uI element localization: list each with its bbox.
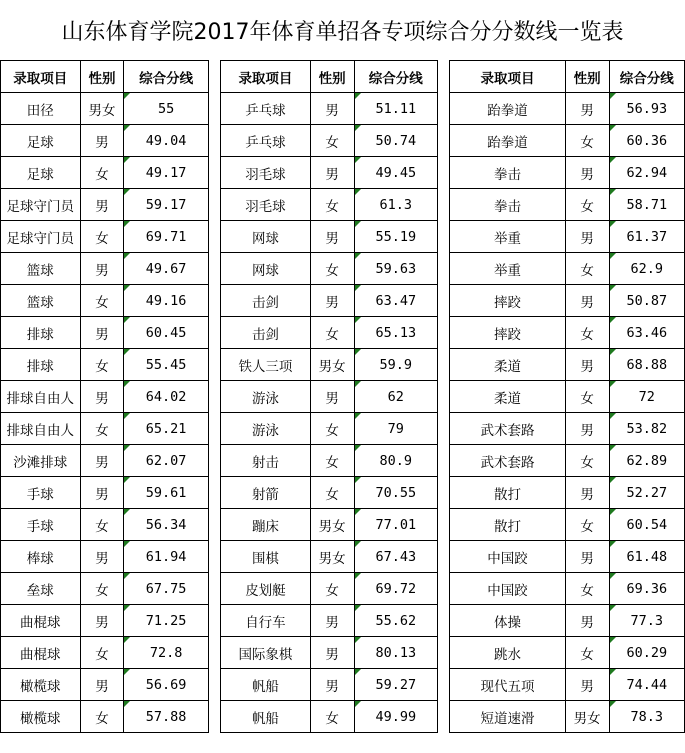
gender-cell: 女: [80, 509, 124, 541]
score-cell: 78.3: [609, 701, 684, 733]
column-gap: [208, 317, 221, 349]
gender-cell: 男: [310, 605, 354, 637]
column-gap: [208, 605, 221, 637]
gender-cell: 男女: [80, 93, 124, 125]
project-cell: 铁人三项: [221, 349, 311, 381]
project-cell: 围棋: [221, 541, 311, 573]
table-row: [1, 189, 685, 221]
score-cell: 50.87: [609, 285, 684, 317]
column-gap: [437, 61, 450, 93]
column-gap: [437, 605, 450, 637]
project-cell: 足球: [1, 157, 81, 189]
gender-cell: 男: [565, 413, 609, 445]
gender-cell: 女: [310, 701, 354, 733]
score-cell: 49.17: [124, 157, 208, 189]
project-cell: 柔道: [450, 381, 565, 413]
score-cell: 59.9: [354, 349, 437, 381]
project-cell: 足球守门员: [1, 189, 81, 221]
column-gap: [437, 157, 450, 189]
table-row: [1, 125, 685, 157]
project-cell: 曲棍球: [1, 637, 81, 669]
project-cell: 拳击: [450, 157, 565, 189]
gender-cell: 男: [80, 253, 124, 285]
column-gap: [208, 157, 221, 189]
project-header: 录取项目: [221, 61, 311, 93]
gender-cell: 女: [565, 637, 609, 669]
score-cell: 62.07: [124, 445, 208, 477]
score-cell: 61.48: [609, 541, 684, 573]
score-cell: 60.29: [609, 637, 684, 669]
project-cell: 击剑: [221, 317, 311, 349]
table-row: [1, 93, 685, 125]
gender-cell: 男: [565, 477, 609, 509]
project-cell: 足球: [1, 125, 81, 157]
project-cell: 中国跤: [450, 573, 565, 605]
score-cell: 51.11: [354, 93, 437, 125]
score-cell: 60.45: [124, 317, 208, 349]
column-gap: [437, 413, 450, 445]
score-cell: 59.27: [354, 669, 437, 701]
score-cell: 55.62: [354, 605, 437, 637]
table-row: [1, 445, 685, 477]
gender-cell: 男女: [310, 509, 354, 541]
score-cell: 72.8: [124, 637, 208, 669]
column-gap: [437, 509, 450, 541]
project-cell: 曲棍球: [1, 605, 81, 637]
gender-cell: 女: [80, 221, 124, 253]
project-cell: 短道速滑: [450, 701, 565, 733]
table-row: [1, 701, 685, 733]
score-cell: 62.9: [609, 253, 684, 285]
project-cell: 举重: [450, 253, 565, 285]
score-cell: 52.27: [609, 477, 684, 509]
project-cell: 手球: [1, 477, 81, 509]
column-gap: [208, 701, 221, 733]
project-cell: 举重: [450, 221, 565, 253]
score-cell: 61.3: [354, 189, 437, 221]
column-gap: [208, 189, 221, 221]
table-row: [1, 381, 685, 413]
column-gap: [437, 637, 450, 669]
project-header: 录取项目: [1, 61, 81, 93]
score-cell: 67.75: [124, 573, 208, 605]
score-cell: 55.45: [124, 349, 208, 381]
gender-cell: 男: [310, 669, 354, 701]
gender-cell: 男: [80, 125, 124, 157]
gender-cell: 女: [80, 157, 124, 189]
score-cell: 55: [124, 93, 208, 125]
score-cell: 69.36: [609, 573, 684, 605]
score-cell: 72: [609, 381, 684, 413]
project-cell: 散打: [450, 477, 565, 509]
score-cell: 49.45: [354, 157, 437, 189]
gender-cell: 男: [80, 189, 124, 221]
project-cell: 帆船: [221, 701, 311, 733]
project-cell: 羽毛球: [221, 189, 311, 221]
column-gap: [437, 285, 450, 317]
gender-cell: 女: [310, 125, 354, 157]
score-cell: 49.67: [124, 253, 208, 285]
column-gap: [437, 701, 450, 733]
project-cell: 中国跤: [450, 541, 565, 573]
gender-cell: 男: [310, 381, 354, 413]
score-cell: 61.94: [124, 541, 208, 573]
score-cell: 58.71: [609, 189, 684, 221]
score-cell: 49.99: [354, 701, 437, 733]
gender-cell: 男: [565, 157, 609, 189]
gender-cell: 女: [310, 445, 354, 477]
gender-header: 性别: [565, 61, 609, 93]
project-header: 录取项目: [450, 61, 565, 93]
project-cell: 国际象棋: [221, 637, 311, 669]
project-cell: 乒乓球: [221, 125, 311, 157]
gender-cell: 女: [80, 701, 124, 733]
gender-cell: 女: [80, 573, 124, 605]
column-gap: [208, 61, 221, 93]
project-cell: 排球: [1, 349, 81, 381]
column-gap: [208, 381, 221, 413]
project-cell: 排球: [1, 317, 81, 349]
score-cell: 77.01: [354, 509, 437, 541]
gender-cell: 男: [310, 637, 354, 669]
column-gap: [208, 573, 221, 605]
column-gap: [437, 125, 450, 157]
gender-cell: 女: [310, 477, 354, 509]
table-row: [1, 349, 685, 381]
project-cell: 体操: [450, 605, 565, 637]
project-cell: 游泳: [221, 413, 311, 445]
score-cell: 79: [354, 413, 437, 445]
score-cell: 60.36: [609, 125, 684, 157]
gender-cell: 男: [80, 317, 124, 349]
gender-cell: 男女: [310, 349, 354, 381]
project-cell: 蹦床: [221, 509, 311, 541]
score-cell: 74.44: [609, 669, 684, 701]
table-row: [1, 573, 685, 605]
project-cell: 羽毛球: [221, 157, 311, 189]
column-gap: [208, 221, 221, 253]
gender-cell: 男女: [310, 541, 354, 573]
project-cell: 散打: [450, 509, 565, 541]
project-cell: 柔道: [450, 349, 565, 381]
score-header: 综合分线: [124, 61, 208, 93]
score-header: 综合分线: [354, 61, 437, 93]
column-gap: [437, 253, 450, 285]
score-cell: 63.46: [609, 317, 684, 349]
project-cell: 乒乓球: [221, 93, 311, 125]
table-row: [1, 541, 685, 573]
score-cell: 50.74: [354, 125, 437, 157]
project-cell: 武术套路: [450, 413, 565, 445]
gender-cell: 女: [565, 445, 609, 477]
score-cell: 59.63: [354, 253, 437, 285]
table-row: [1, 605, 685, 637]
gender-cell: 男: [80, 445, 124, 477]
column-gap: [437, 445, 450, 477]
gender-cell: 女: [310, 253, 354, 285]
gender-cell: 女: [310, 189, 354, 221]
project-cell: 橄榄球: [1, 669, 81, 701]
gender-cell: 男: [310, 221, 354, 253]
score-cell: 64.02: [124, 381, 208, 413]
gender-cell: 女: [310, 573, 354, 605]
project-cell: 跆拳道: [450, 125, 565, 157]
score-cell: 80.9: [354, 445, 437, 477]
table-body: [1, 93, 685, 733]
project-cell: 手球: [1, 509, 81, 541]
gender-cell: 男: [80, 669, 124, 701]
table-row: [1, 253, 685, 285]
gender-cell: 女: [565, 573, 609, 605]
column-gap: [208, 669, 221, 701]
column-gap: [208, 253, 221, 285]
gender-cell: 男: [310, 285, 354, 317]
column-gap: [437, 669, 450, 701]
table-row: [1, 509, 685, 541]
project-cell: 排球自由人: [1, 413, 81, 445]
project-cell: 垒球: [1, 573, 81, 605]
project-cell: 沙滩排球: [1, 445, 81, 477]
score-cell: 60.54: [609, 509, 684, 541]
column-gap: [208, 285, 221, 317]
score-cell: 62: [354, 381, 437, 413]
gender-cell: 女: [80, 413, 124, 445]
gender-cell: 男: [565, 221, 609, 253]
gender-cell: 女: [565, 189, 609, 221]
gender-cell: 女: [310, 317, 354, 349]
table-row: [1, 221, 685, 253]
column-gap: [208, 349, 221, 381]
gender-cell: 女: [80, 637, 124, 669]
score-cell: 49.16: [124, 285, 208, 317]
table-row: [1, 413, 685, 445]
project-cell: 皮划艇: [221, 573, 311, 605]
project-cell: 网球: [221, 253, 311, 285]
score-cell: 59.61: [124, 477, 208, 509]
project-cell: 棒球: [1, 541, 81, 573]
column-gap: [208, 541, 221, 573]
gender-cell: 男: [80, 477, 124, 509]
score-cell: 56.69: [124, 669, 208, 701]
score-cell: 65.21: [124, 413, 208, 445]
score-cell: 71.25: [124, 605, 208, 637]
gender-cell: 女: [565, 125, 609, 157]
column-gap: [208, 445, 221, 477]
table-row: [1, 477, 685, 509]
gender-cell: 男: [80, 381, 124, 413]
column-gap: [437, 189, 450, 221]
gender-cell: 女: [565, 381, 609, 413]
gender-cell: 男: [310, 157, 354, 189]
gender-cell: 女: [80, 285, 124, 317]
project-cell: 射击: [221, 445, 311, 477]
table-row: [1, 285, 685, 317]
column-gap: [208, 93, 221, 125]
page-title: 山东体育学院2017年体育单招各专项综合分分数线一览表: [61, 19, 624, 45]
project-cell: 网球: [221, 221, 311, 253]
score-cell: 77.3: [609, 605, 684, 637]
gender-cell: 男: [565, 93, 609, 125]
project-cell: 摔跤: [450, 285, 565, 317]
column-gap: [208, 637, 221, 669]
column-gap: [437, 317, 450, 349]
project-cell: 田径: [1, 93, 81, 125]
gender-header: 性别: [310, 61, 354, 93]
gender-header: 性别: [80, 61, 124, 93]
score-cell: 49.04: [124, 125, 208, 157]
score-cell: 62.94: [609, 157, 684, 189]
score-cell: 80.13: [354, 637, 437, 669]
score-header: 综合分线: [609, 61, 684, 93]
gender-cell: 男: [565, 669, 609, 701]
score-table: [0, 60, 685, 733]
gender-cell: 男: [565, 285, 609, 317]
column-gap: [437, 93, 450, 125]
project-cell: 篮球: [1, 285, 81, 317]
score-cell: 67.43: [354, 541, 437, 573]
column-gap: [208, 477, 221, 509]
gender-cell: 男: [565, 605, 609, 637]
gender-cell: 女: [310, 413, 354, 445]
project-cell: 击剑: [221, 285, 311, 317]
column-gap: [437, 477, 450, 509]
gender-cell: 男: [565, 541, 609, 573]
score-cell: 59.17: [124, 189, 208, 221]
score-cell: 63.47: [354, 285, 437, 317]
score-cell: 62.89: [609, 445, 684, 477]
project-cell: 跳水: [450, 637, 565, 669]
gender-cell: 男: [310, 93, 354, 125]
project-cell: 摔跤: [450, 317, 565, 349]
score-cell: 68.88: [609, 349, 684, 381]
column-gap: [208, 509, 221, 541]
project-cell: 射箭: [221, 477, 311, 509]
project-cell: 拳击: [450, 189, 565, 221]
gender-cell: 女: [565, 317, 609, 349]
score-cell: 65.13: [354, 317, 437, 349]
score-cell: 69.72: [354, 573, 437, 605]
score-cell: 61.37: [609, 221, 684, 253]
table-header-row: [1, 61, 685, 93]
column-gap: [437, 349, 450, 381]
gender-cell: 男: [80, 541, 124, 573]
score-cell: 57.88: [124, 701, 208, 733]
score-cell: 55.19: [354, 221, 437, 253]
column-gap: [437, 573, 450, 605]
project-cell: 跆拳道: [450, 93, 565, 125]
column-gap: [437, 221, 450, 253]
score-cell: 56.34: [124, 509, 208, 541]
column-gap: [437, 541, 450, 573]
table-row: [1, 637, 685, 669]
project-cell: 武术套路: [450, 445, 565, 477]
score-cell: 56.93: [609, 93, 684, 125]
column-gap: [437, 381, 450, 413]
project-cell: 游泳: [221, 381, 311, 413]
gender-cell: 男: [565, 349, 609, 381]
column-gap: [208, 413, 221, 445]
table-row: [1, 317, 685, 349]
project-cell: 帆船: [221, 669, 311, 701]
table-row: [1, 157, 685, 189]
gender-cell: 女: [565, 509, 609, 541]
gender-cell: 女: [80, 349, 124, 381]
project-cell: 排球自由人: [1, 381, 81, 413]
score-cell: 69.71: [124, 221, 208, 253]
score-cell: 70.55: [354, 477, 437, 509]
project-cell: 自行车: [221, 605, 311, 637]
project-cell: 足球守门员: [1, 221, 81, 253]
gender-cell: 女: [565, 253, 609, 285]
table-row: [1, 669, 685, 701]
project-cell: 篮球: [1, 253, 81, 285]
column-gap: [208, 125, 221, 157]
project-cell: 现代五项: [450, 669, 565, 701]
gender-cell: 男: [80, 605, 124, 637]
gender-cell: 男女: [565, 701, 609, 733]
score-cell: 53.82: [609, 413, 684, 445]
project-cell: 橄榄球: [1, 701, 81, 733]
